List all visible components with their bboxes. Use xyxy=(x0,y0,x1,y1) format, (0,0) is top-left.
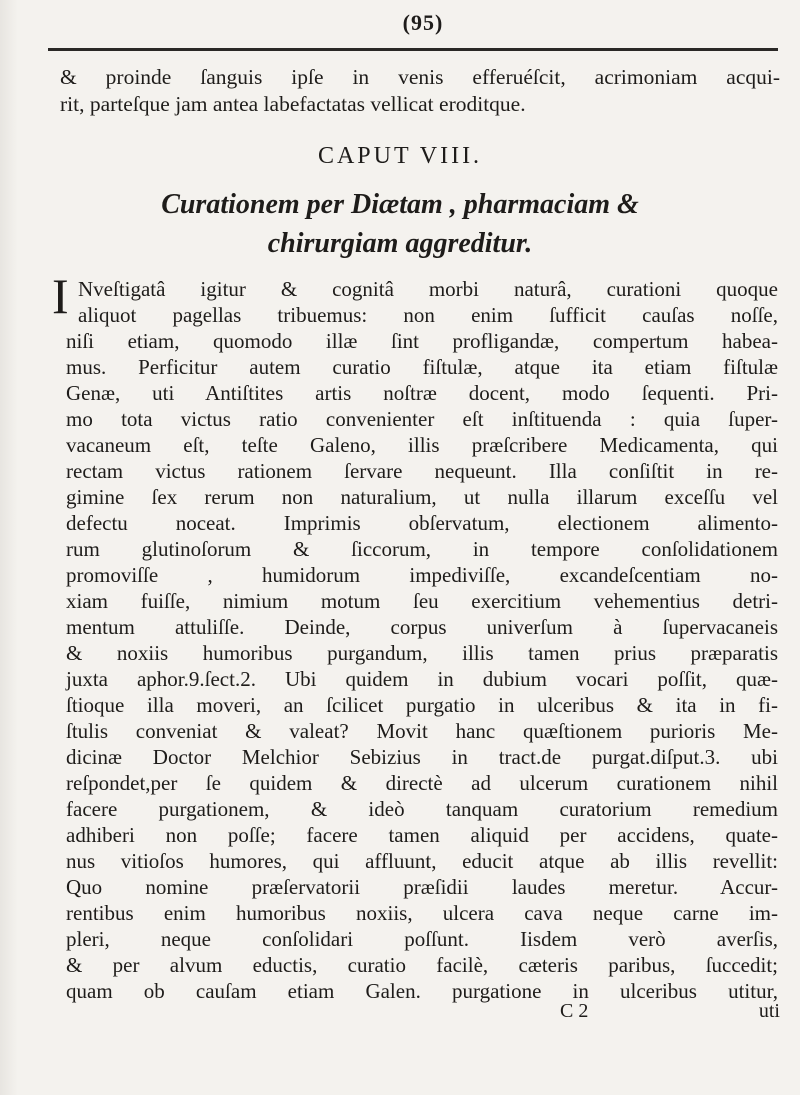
body-line: pleri, neque conſolidari poſſunt. Iisdem verò averſis, xyxy=(66,927,778,951)
body-line: Quo nomine præſervatorii præſidii laudes meretur. Accur- xyxy=(66,875,778,899)
body-line: defectu noceat. Imprimis obſervatum, electionem alimento- xyxy=(66,511,778,535)
body-line: nus vitioſos humores, qui affluunt, educit atque ab illis revellit: xyxy=(66,849,778,873)
text-line: & proinde ſanguis ipſe in venis efferuéſcit, acrimoniam acqui- xyxy=(60,65,780,89)
footer-catchwords xyxy=(540,1000,780,1023)
body-line: niſi etiam, quomodo illæ ſint profligandæ, compertum habea- xyxy=(66,329,778,353)
signature-mark: C 2 xyxy=(560,1000,589,1022)
body-line: ſtulis conveniat & valeat? Movit hanc quæſtionem purioris Me- xyxy=(66,719,778,743)
body-line: reſpondet,per ſe quidem & directè ad ulcerum curationem nihil xyxy=(66,771,778,795)
body-line: facere purgationem, & ideò tanquam curatorium remedium xyxy=(66,797,778,821)
chapter-title: Curationem per Diætam , pharmaciam & xyxy=(161,189,639,220)
body-line: dicinæ Doctor Melchior Sebizius in tract.de purgat.diſput.3. ubi xyxy=(66,745,778,769)
body-line: mo tota victus ratio convenienter eſt inſtituenda : quia ſuper- xyxy=(66,407,778,431)
drop-initial: I xyxy=(52,268,69,324)
body-line: ſtioque illa moveri, an ſcilicet purgatio in ulceribus & ita in fi- xyxy=(66,693,778,717)
body-line: rum glutinoſorum & ſiccorum, in tempore conſolidationem xyxy=(66,537,778,561)
chapter-title: chirurgiam aggreditur. xyxy=(267,228,533,259)
body-line: promoviſſe , humidorum impediviſſe, excandeſcentiam no- xyxy=(66,563,778,587)
body-line: & per alvum eductis, curatio facilè, cæteris paribus, ſuccedit; xyxy=(66,953,778,977)
body-line: mus. Perficitur autem curatio fiſtulæ, atque ita etiam fiſtulæ xyxy=(66,355,778,379)
body-line: Genæ, uti Antiſtites artis noſtræ docent, modo ſequenti. Pri- xyxy=(66,381,778,405)
body-line: rectam victus rationem ſervare nequeunt. Illa conſiſtit in re- xyxy=(66,459,778,483)
text-line: rit, parteſque jam antea labefactatas vellicat eroditque. xyxy=(60,92,526,116)
chapter-heading: CAPUT VIII. xyxy=(317,143,483,169)
catchword: uti xyxy=(758,1000,780,1022)
page-number: (95) xyxy=(402,10,444,35)
header-rule xyxy=(48,48,778,51)
body-line: & noxiis humoribus purgandum, illis tamen prius præparatis xyxy=(66,641,778,665)
body-line: gimine ſex rerum non naturalium, ut nulla illarum exceſſu vel xyxy=(66,485,778,509)
body-line: vacaneum eſt, teſte Galeno, illis præſcribere Medicamenta, qui xyxy=(66,433,778,457)
body-line: mentum attuliſſe. Deinde, corpus univerſum à ſupervacaneis xyxy=(66,615,778,639)
body-line: aliquot pagellas tribuemus: non enim ſufficit cauſas noſſe, xyxy=(78,303,778,327)
body-line: xiam fuiſſe, nimium motum ſeu exercitium vehementius detri- xyxy=(66,589,778,613)
body-line: rentibus enim humoribus noxiis, ulcera cava neque carne im- xyxy=(66,901,778,925)
body-line: adhiberi non poſſe; facere tamen aliquid per accidens, quate- xyxy=(66,823,778,847)
body-line: juxta aphor.9.ſect.2. Ubi quidem in dubium vocari poſſit, quæ- xyxy=(66,667,778,691)
body-line: Nveſtigatâ igitur & cognitâ morbi naturâ, curationi quoque xyxy=(78,277,778,301)
body-line: quam ob cauſam etiam Galen. purgatione in ulceribus utitur, xyxy=(66,979,778,1003)
